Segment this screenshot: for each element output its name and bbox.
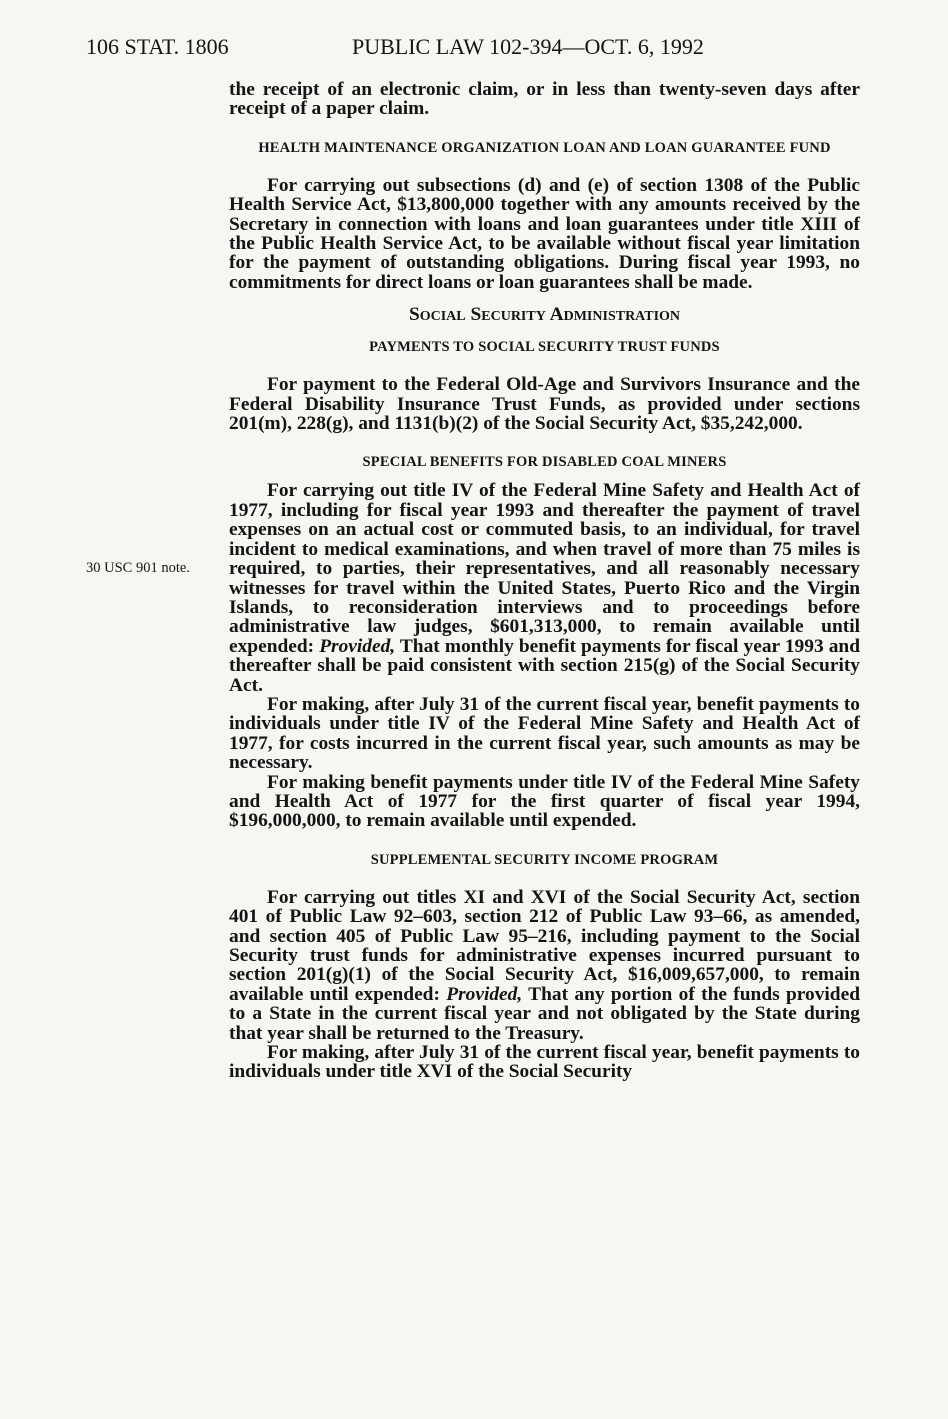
coal-p1-text-a: For carrying out title IV of the Federal Mine Safety and Health Act of 1977, including for fiscal year 1993 and thereafter the payment of travel expenses on an actual cost or commuted basis, to an individual, for travel incident to medical examinations, and when travel of more than 75 miles is required, to parties, their representatives, and all reasonably necessary witnesses for travel within the United States, Puerto Rico and the Virgin Islands, to reconsideration interviews and to proceedings before administrative law judges, $601,313,000, to remain available until expended:: [229, 480, 860, 657]
ssi-heading: SUPPLEMENTAL SECURITY INCOME PROGRAM: [370, 851, 719, 868]
margin-note: 30 USC 901 note.: [86, 560, 190, 576]
coal-p1-provided: Provided,: [319, 635, 396, 657]
intro-paragraph: the receipt of an electronic claim, or in less than twenty-seven days after receipt of a paper claim.: [229, 79, 860, 120]
ssi-paragraph-1: [229, 888, 860, 1043]
coal-miners-heading: SPECIAL BENEFITS FOR DISABLED COAL MINERS: [362, 454, 727, 471]
ssi-p1-provided: Provided,: [446, 983, 523, 1005]
hmo-heading: HEALTH MAINTENANCE ORGANIZATION LOAN AND LOAN GUARANTEE FUND: [258, 139, 831, 156]
coal-miners-paragraph-2: For making, after July 31 of the current fiscal year, benefit payments to individuals under title IV of the Federal Mine Safety and Health Act of 1977, for costs incurred in the current fiscal year, such amounts as may be necessary.: [229, 693, 860, 774]
hmo-paragraph: For carrying out subsections (d) and (e) of section 1308 of the Public Health Service Act, $13,800,000 together with any amounts received by the Secretary in connection with loans and loan guarantees under title XIII of the Public Health Service Act, to be available without fiscal year limitation for the payment of outstanding obligations. During fiscal year 1993, no commitments for direct loans or loan guarantees shall be made.: [229, 174, 860, 293]
statute-page-reference: 106 STAT. 1806: [86, 34, 229, 59]
public-law-reference: PUBLIC LAW 102-394—OCT. 6, 1992: [352, 34, 704, 59]
ssi-p1-text-a: For carrying out titles XI and XVI of the Social Security Act, section 401 of Public Law 92–603, section 212 of Public Law 93–66, as amended, and section 405 of Public Law 95–216, including payment to the Social Security trust funds for administrative expenses incurred pursuant to section 201(g)(1) of the Social Security Act, $16,009,657,000, to remain available until expended:: [229, 886, 860, 1005]
coal-miners-paragraph-3: For making benefit payments under title IV of the Federal Mine Safety and Health Act of 1977 for the first quarter of fiscal year 1994, $196,000,000, to remain available until expended.: [229, 771, 860, 832]
trust-funds-heading: PAYMENTS TO SOCIAL SECURITY TRUST FUNDS: [369, 339, 720, 356]
ssa-heading: Social Security Administration: [408, 304, 681, 326]
ssi-paragraph-2: For making, after July 31 of the current fiscal year, benefit payments to individuals under title XVI of the Social Security: [229, 1042, 860, 1083]
coal-p1-text-b: That monthly benefit payments for fiscal year 1993 and thereafter shall be paid consistent with section 215(g) of the Social Security Act.: [229, 635, 860, 696]
document-body: [229, 80, 860, 1082]
trust-funds-paragraph: For payment to the Federal Old-Age and Survivors Insurance and the Federal Disability Insurance Trust Funds, as provided under sections 201(m), 228(g), and 1131(b)(2) of the Social Security Act, $35,242,000.: [229, 374, 860, 435]
ssi-p1-text-b: That any portion of the funds provided to a State in the current fiscal year and not obligated by the State during that year shall be returned to the Treasury.: [229, 983, 860, 1044]
coal-miners-paragraph-1: [229, 481, 860, 694]
